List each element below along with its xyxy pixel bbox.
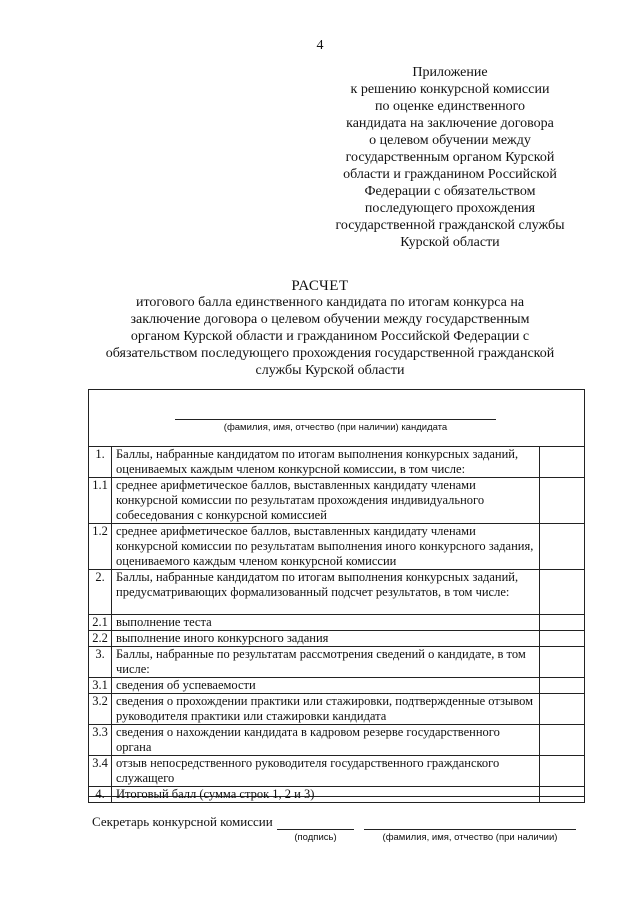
row-number: 2.2 [89, 631, 112, 647]
row-number: 2. [89, 570, 112, 615]
table-row [89, 447, 585, 478]
row-number: 4. [89, 787, 112, 803]
row-description: выполнение иного конкурсного задания [112, 631, 540, 647]
signature-caption: (подпись) [294, 832, 337, 843]
score-cell[interactable] [540, 631, 585, 647]
table-row [89, 725, 585, 756]
appendix-line: государственной гражданской службы [335, 218, 565, 233]
document-title: РАСЧЕТ [291, 278, 349, 294]
row-description: сведения о нахождении кандидата в кадровом резерве государственного органа [112, 725, 540, 756]
appendix-line: кандидата на заключение договора [346, 116, 554, 131]
secretary-name-caption: (фамилия, имя, отчество (при наличии) [382, 832, 558, 843]
subtitle-line: обязательством последующего прохождения государственной гражданской [105, 346, 555, 361]
table-row [89, 678, 585, 694]
row-number: 3.4 [89, 756, 112, 787]
row-number: 3.3 [89, 725, 112, 756]
table-row [89, 615, 585, 631]
appendix-line: Федерации с обязательством [364, 184, 536, 199]
row-number: 1.1 [89, 478, 112, 524]
score-cell[interactable] [540, 756, 585, 787]
row-description: сведения об успеваемости [112, 678, 540, 694]
appendix-line: Приложение [412, 65, 488, 80]
subtitle-line: итогового балла единственного кандидата по итогам конкурса на [135, 295, 525, 310]
score-cell[interactable] [540, 694, 585, 725]
row-description: сведения о прохождении практики или стажировки, подтвержденные отзывом руководителя практики или стажировки кандидата [112, 694, 540, 725]
score-cell[interactable] [540, 615, 585, 631]
secretary-label: Секретарь конкурсной комиссии [92, 814, 273, 829]
score-cell[interactable] [540, 447, 585, 478]
table-row [89, 647, 585, 678]
row-description: Баллы, набранные кандидатом по итогам выполнения конкурсных заданий, оцениваемых каждым членом конкурсной комиссии, в том числе: [112, 447, 540, 478]
appendix-line: о целевом обучении между [369, 133, 531, 148]
secretary-name-line[interactable] [364, 829, 576, 830]
appendix-line: Курской области [400, 235, 500, 250]
row-description: Итоговый балл (сумма строк 1, 2 и 3) [112, 787, 540, 803]
score-cell[interactable] [540, 725, 585, 756]
appendix-line: государственным органом Курской [345, 150, 555, 165]
appendix-header [300, 64, 600, 251]
table-row-total [89, 787, 585, 803]
page-number: 4 [316, 38, 324, 53]
row-number: 3.1 [89, 678, 112, 694]
row-number: 1.2 [89, 524, 112, 570]
subtitle-line: службы Курской области [255, 363, 405, 378]
table-row [89, 478, 585, 524]
row-number: 2.1 [89, 615, 112, 631]
table-row [89, 756, 585, 787]
document-subtitle [60, 294, 600, 379]
signature-line[interactable] [277, 829, 354, 830]
table-row [89, 694, 585, 725]
row-description: Баллы, набранные кандидатом по итогам выполнения конкурсных заданий, предусматривающих формализованный подсчет результатов, в том числе: [112, 570, 540, 615]
row-number: 1. [89, 447, 112, 478]
row-number: 3. [89, 647, 112, 678]
table-row [89, 570, 585, 615]
score-cell[interactable] [540, 478, 585, 524]
subtitle-line: органом Курской области и гражданином Российской Федерации с [130, 329, 530, 344]
score-table [88, 446, 585, 803]
total-score-cell[interactable] [540, 787, 585, 803]
row-number: 3.2 [89, 694, 112, 725]
candidate-name-caption: (фамилия, имя, отчество (при наличии) кандидата [223, 422, 448, 433]
appendix-line: по оценке единственного [375, 99, 525, 114]
row-description: выполнение теста [112, 615, 540, 631]
row-description: среднее арифметическое баллов, выставленных кандидату членами конкурсной комиссии по результатам выполнения иного конкурсного задания, оцениваемого каждым членом конкурсной комиссии [112, 524, 540, 570]
score-cell[interactable] [540, 647, 585, 678]
appendix-line: к решению конкурсной комиссии [350, 82, 550, 97]
table-row [89, 524, 585, 570]
row-description: среднее арифметическое баллов, выставленных кандидату членами конкурсной комиссии по результатам прохождения индивидуального собеседования с конкурсной комиссией [112, 478, 540, 524]
table-row [89, 631, 585, 647]
score-cell[interactable] [540, 524, 585, 570]
row-description: Баллы, набранные по результатам рассмотрения сведений о кандидате, в том числе: [112, 647, 540, 678]
row-description: отзыв непосредственного руководителя государственного гражданского служащего [112, 756, 540, 787]
appendix-line: области и гражданином Российской [343, 167, 557, 182]
appendix-line: последующего прохождения [364, 201, 536, 216]
subtitle-line: заключение договора о целевом обучении между государственным [130, 312, 530, 327]
score-cell[interactable] [540, 678, 585, 694]
score-cell[interactable] [540, 570, 585, 615]
candidate-name-line[interactable] [175, 419, 496, 420]
